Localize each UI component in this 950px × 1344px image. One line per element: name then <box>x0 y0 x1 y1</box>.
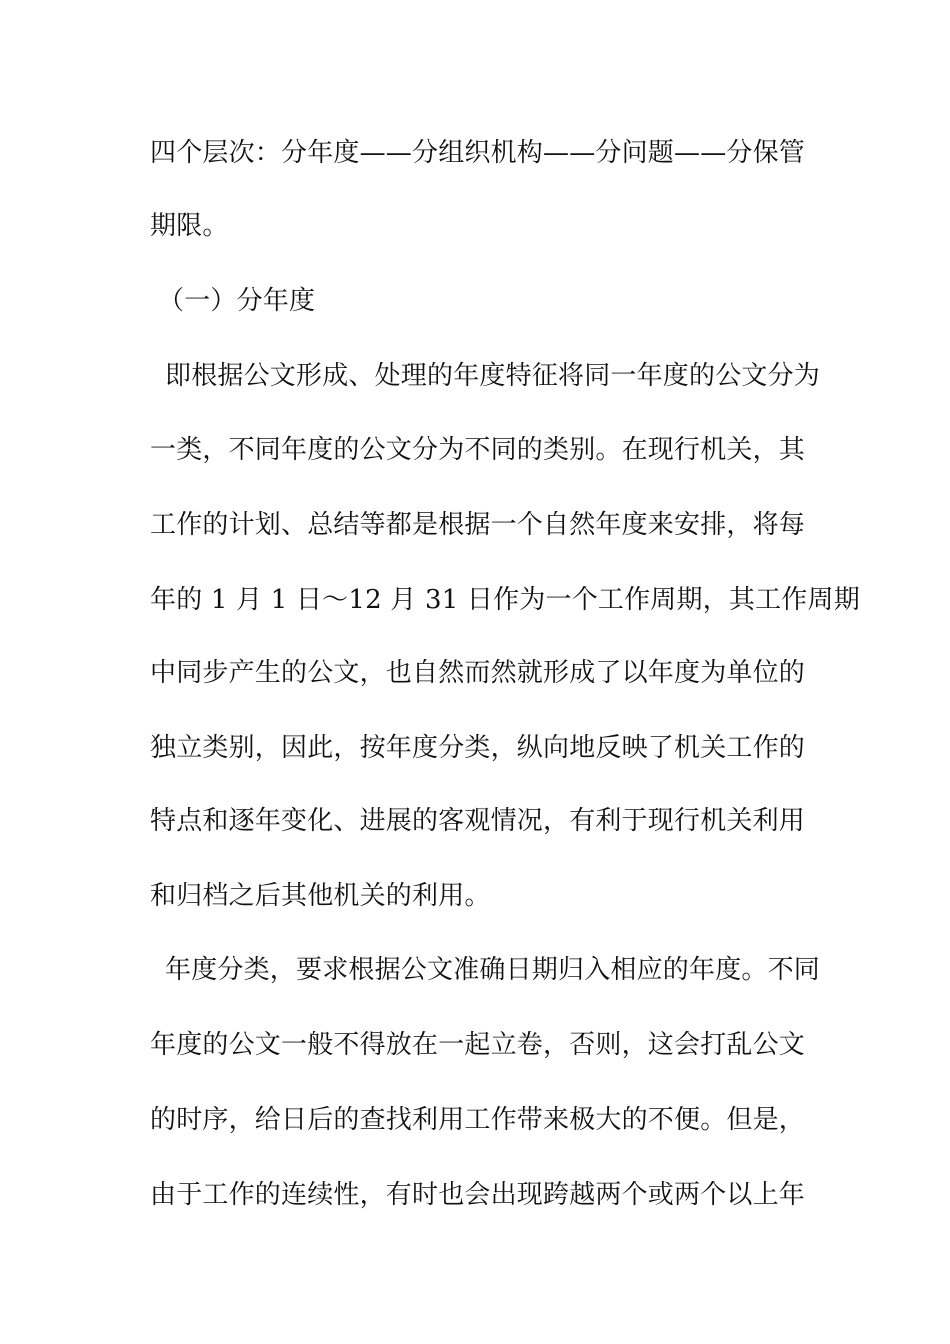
text-line: 期限。 <box>150 211 229 241</box>
text-line: 工作的计划、总结等都是根据一个自然年度来安排，将每 <box>150 510 806 540</box>
text-line: 独立类别，因此，按年度分类，纵向地反映了机关工作的 <box>150 733 806 763</box>
text-line: 特点和逐年变化、进展的客观情况，有利于现行机关利用 <box>150 806 806 836</box>
text-line: 一类，不同年度的公文分为不同的类别。在现行机关，其 <box>150 435 806 465</box>
text-line: 中同步产生的公文，也自然而然就形成了以年度为单位的 <box>150 658 806 688</box>
text-line: 的时序，给日后的查找利用工作带来极大的不便。但是， <box>150 1105 806 1135</box>
text-line: 年的 1 月 1 日～12 月 31 日作为一个工作周期，其工作周期 <box>150 585 860 615</box>
text-line: 年度分类，要求根据公文准确日期归入相应的年度。不同 <box>165 955 821 985</box>
section-heading: （一）分年度 <box>158 286 316 316</box>
text-line: 年度的公文一般不得放在一起立卷，否则，这会打乱公文 <box>150 1030 806 1060</box>
text-line: 和归档之后其他机关的利用。 <box>150 881 491 911</box>
text-line: 由于工作的连续性，有时也会出现跨越两个或两个以上年 <box>150 1180 806 1210</box>
text-line: 四个层次：分年度——分组织机构——分问题——分保管 <box>150 138 806 168</box>
text-line: 即根据公文形成、处理的年度特征将同一年度的公文分为 <box>165 361 821 391</box>
